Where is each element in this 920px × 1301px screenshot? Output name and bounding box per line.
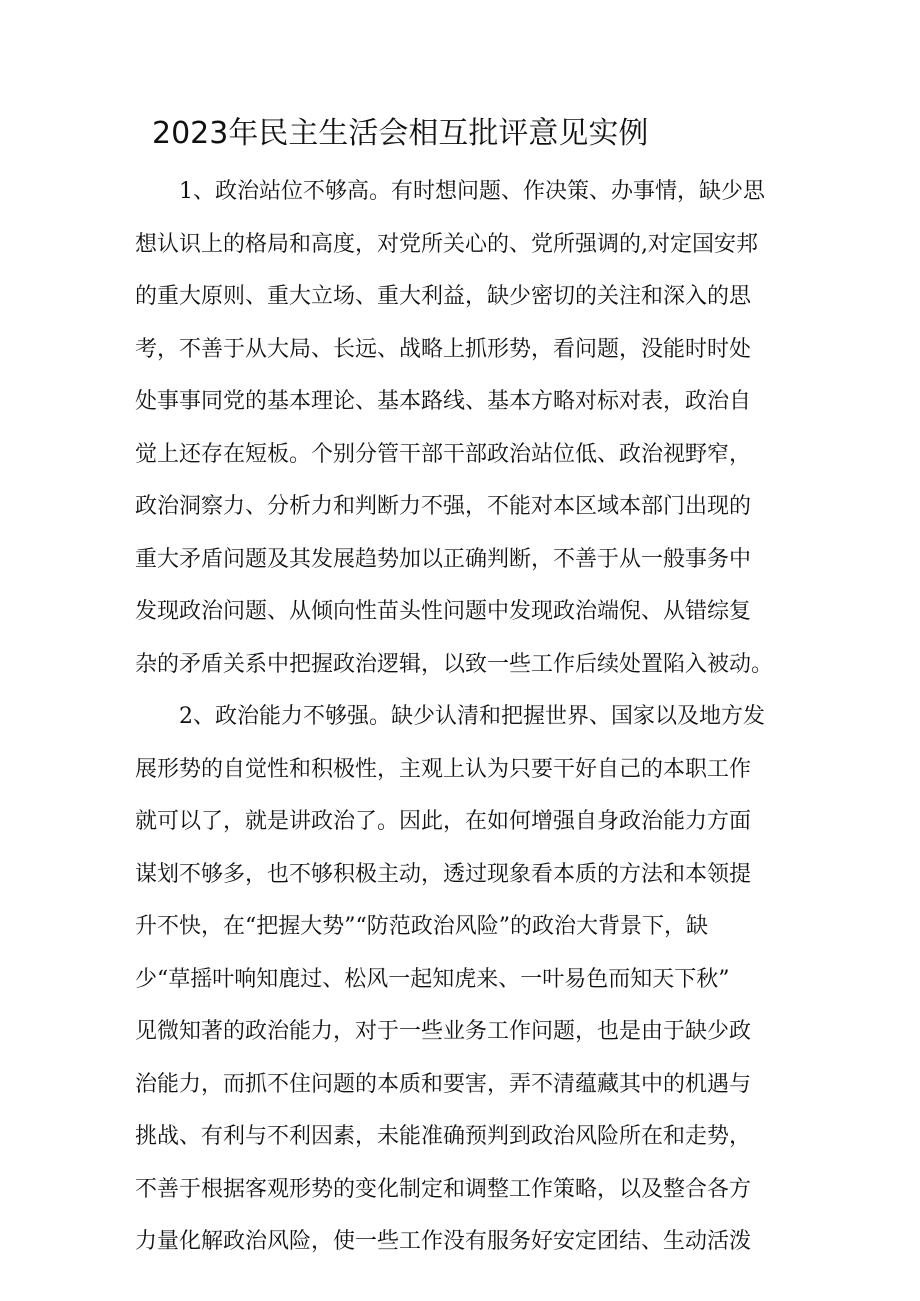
paragraph-1-line-8: 重大矛盾问题及其发展趋势加以正确判断，不善于从一般事务中 <box>135 546 752 572</box>
paragraph-2-line-5: 升不快，在“把握大势”“防范政治风险”的政治大背景下，缺 <box>135 914 708 939</box>
paragraph-2-line-9: 挑战、有利与不利因素，未能准确预判到政治风险所在和走势， <box>135 1124 752 1149</box>
paragraph-1-line-9: 发现政治问题、从倾向性苗头性问题中发现政治端倪、从错综复 <box>135 599 752 624</box>
paragraph-2-line-8: 治能力，而抓不住问题的本质和要害，弄不清蕴藏其中的机遇与 <box>135 1071 752 1097</box>
paragraph-1-line-10: 杂的矛盾关系中把握政治逻辑，以致一些工作后续处置陷入被动。 <box>135 651 774 677</box>
paragraph-2-line-4: 谋划不够多，也不够积极主动，透过现象看本质的方法和本领提 <box>135 861 752 887</box>
paragraph-1-line-5: 处事事同党的基本理论、基本路线、基本方略对标对表，政治自 <box>135 389 752 414</box>
paragraph-2-line-7: 见微知著的政治能力，对于一些业务工作问题，也是由于缺少政 <box>135 1019 752 1044</box>
paragraph-1-line-1: 1、政治站位不够高。有时想问题、作决策、办事情，缺少思 <box>179 179 765 204</box>
paragraph-1-line-6: 觉上还存在短板。个别分管干部干部政治站位低、政治视野窄， <box>135 441 752 467</box>
paragraph-1-line-2: 想认识上的格局和高度，对党所关心的、党所强调的,对定国安邦 <box>135 231 758 257</box>
paragraph-2-line-11: 力量化解政治风险，使一些工作没有服务好安定团结、生动活泼 <box>135 1229 752 1254</box>
paragraph-2-line-10: 不善于根据客观形势的变化制定和调整工作策略，以及整合各方 <box>135 1176 752 1202</box>
document-title: 2023年民主生活会相互批评意见实例 <box>152 116 649 151</box>
paragraph-2-line-6: 少“草摇叶响知鹿过、松风一起知虎来、一叶易色而知天下秋” <box>135 966 730 992</box>
paragraph-1-line-4: 考，不善于从大局、长远、战略上抓形势，看问题，没能时时处 <box>135 336 752 362</box>
paragraph-1-line-3: 的重大原则、重大立场、重大利益，缺少密切的关注和深入的思 <box>135 284 752 309</box>
document-body <box>135 166 800 1269</box>
paragraph-2-line-1: 2、政治能力不够强。缺少认清和把握世界、国家以及地方发 <box>179 704 765 729</box>
paragraph-2-line-3: 就可以了，就是讲政治了。因此，在如何增强自身政治能力方面 <box>135 809 752 834</box>
paragraph-1-line-7: 政治洞察力、分析力和判断力不强，不能对本区域本部门出现的 <box>135 494 752 519</box>
paragraph-2-line-2: 展形势的自觉性和积极性，主观上认为只要干好自己的本职工作 <box>135 756 752 782</box>
